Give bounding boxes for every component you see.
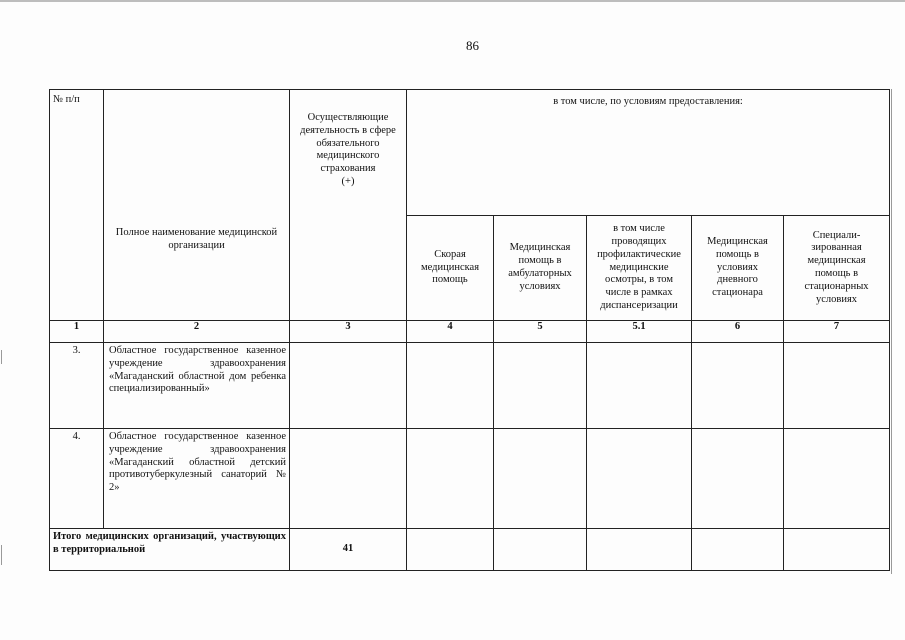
header-line: диспансеризации <box>600 299 678 311</box>
header-line: дневного <box>717 274 758 286</box>
header-line: медицинская <box>420 261 480 273</box>
scan-edge-mark <box>1 350 2 364</box>
header-row-top <box>50 90 890 216</box>
total-row <box>50 529 890 571</box>
header-line: медицинские <box>609 261 669 273</box>
table-row <box>50 429 890 529</box>
empty-cell <box>692 343 784 429</box>
total-label: Итого медицинских организаций, участвующих в территориальной <box>50 529 290 571</box>
header-line: стационара <box>712 287 763 299</box>
empty-cell <box>290 429 407 529</box>
empty-cell <box>784 529 890 571</box>
org-name: Областное государственное казенное учреждение здравоохранения «Магаданский областной детский противотуберкулезный санаторий № 2» <box>104 429 290 529</box>
header-oms-line: деятельность в сфере <box>300 124 396 136</box>
header-line: осмотры, в том <box>605 274 673 286</box>
empty-cell <box>494 529 587 571</box>
header-day-hospital <box>692 216 784 321</box>
empty-cell <box>407 343 494 429</box>
header-line: числе в рамках <box>605 287 673 299</box>
header-line: зированная <box>811 242 862 254</box>
column-index: 5.1 <box>587 321 692 343</box>
header-line: помощь в <box>518 255 562 267</box>
header-line: медицинская <box>807 255 866 267</box>
header-line: проводящих <box>611 236 667 247</box>
header-line: стационарных <box>804 280 869 292</box>
header-line: в том числе <box>613 223 665 235</box>
header-line: помощь в <box>815 268 859 279</box>
header-oms-line: (+) <box>341 175 355 187</box>
header-line: условиях <box>716 261 759 273</box>
column-index: 6 <box>692 321 784 343</box>
empty-cell <box>692 529 784 571</box>
scan-top-edge <box>0 0 905 2</box>
empty-cell <box>290 343 407 429</box>
scan-edge-mark <box>1 545 2 565</box>
empty-cell <box>407 429 494 529</box>
header-line: помощь <box>432 274 468 286</box>
empty-cell <box>784 343 890 429</box>
medical-organizations-table <box>49 89 890 571</box>
header-line: Скорая <box>434 248 466 260</box>
header-oms-line: страхования <box>320 163 376 175</box>
header-oms-line: обязательного <box>316 137 380 149</box>
column-index: 7 <box>784 321 890 343</box>
header-line: помощь в <box>715 248 760 260</box>
empty-cell <box>494 429 587 529</box>
column-index: 3 <box>290 321 407 343</box>
org-name: Областное государственное казенное учреждение здравоохранения «Магаданский областной дом ребенка специализированный» <box>104 343 290 429</box>
header-org-name: Полное наименование медицинской организации <box>104 90 290 321</box>
header-line: Специали- <box>812 229 861 241</box>
column-index-row <box>50 321 890 343</box>
column-index: 1 <box>50 321 104 343</box>
header-line: условиях <box>815 293 858 305</box>
table-row <box>50 343 890 429</box>
empty-cell <box>407 529 494 571</box>
header-oms-line: медицинского <box>316 150 380 162</box>
column-index: 4 <box>407 321 494 343</box>
header-emergency-care <box>407 216 494 321</box>
header-line: профилактические <box>597 248 681 260</box>
header-line: Медицинская <box>509 242 571 254</box>
header-line: амбулаторных <box>508 268 572 279</box>
header-inpatient-care <box>784 216 890 321</box>
header-line: Медицинская <box>707 236 768 247</box>
page-number: 86 <box>466 38 479 53</box>
header-line: условиях <box>519 280 561 292</box>
empty-cell <box>784 429 890 529</box>
empty-cell <box>494 343 587 429</box>
header-number: № п/п <box>50 90 104 321</box>
empty-cell <box>587 343 692 429</box>
header-conditions: в том числе, по условиям предоставления: <box>407 90 890 216</box>
total-value: 41 <box>290 529 407 571</box>
empty-cell <box>587 529 692 571</box>
empty-cell <box>692 429 784 529</box>
header-preventive-exams <box>587 216 692 321</box>
row-number: 4. <box>50 429 104 529</box>
column-index: 2 <box>104 321 290 343</box>
column-index: 5 <box>494 321 587 343</box>
empty-cell <box>587 429 692 529</box>
header-oms-line: Осуществляющие <box>307 112 389 123</box>
header-outpatient-care <box>494 216 587 321</box>
row-number: 3. <box>50 343 104 429</box>
header-oms <box>290 90 407 321</box>
